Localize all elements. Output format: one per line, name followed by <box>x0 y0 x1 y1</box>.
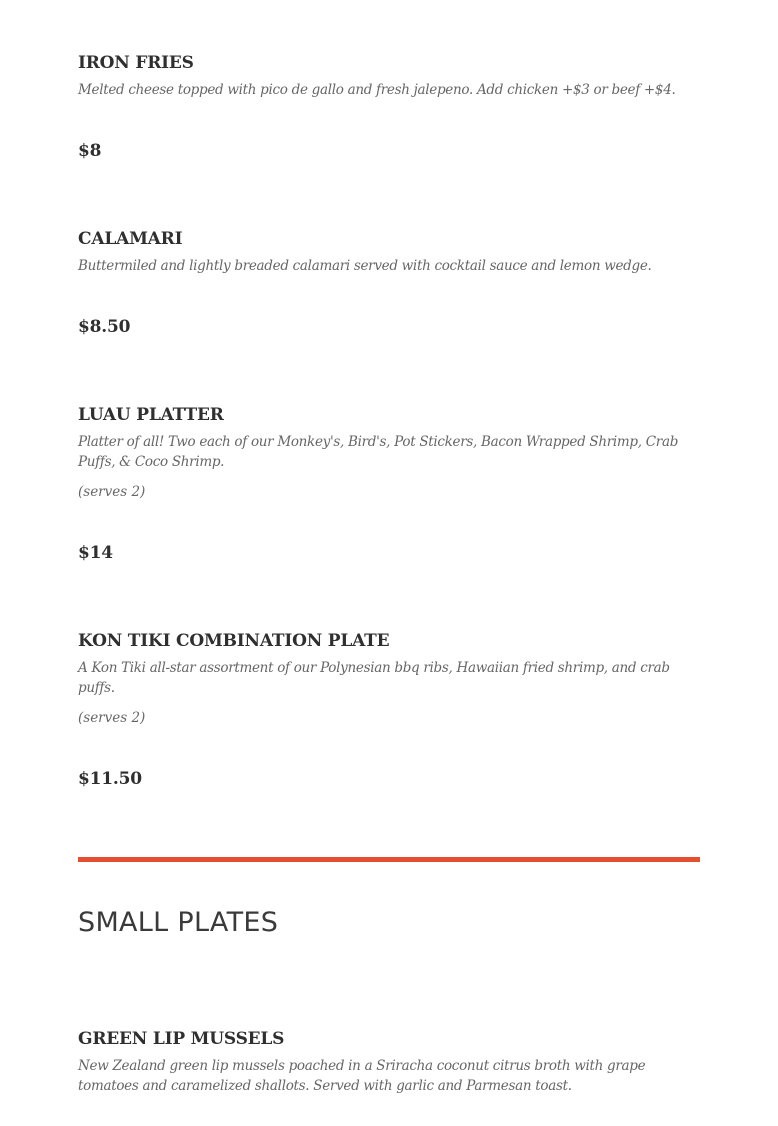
menu-item-kon-tiki-combination-plate <box>78 630 700 728</box>
item-name: GREEN LIP MUSSELS <box>78 1029 285 1049</box>
item-name: CALAMARI <box>78 229 183 249</box>
item-price: $11.50 <box>78 769 142 789</box>
menu-item-calamari <box>78 228 700 276</box>
item-price: $14 <box>78 543 113 563</box>
menu-item-green-lip-mussels <box>78 1028 700 1096</box>
item-description: New Zealand green lip mussels poached in a Sriracha coconut citrus broth with grape tomatoes and caramelized shallots. Served with garlic and Parmesan toast. <box>78 1058 646 1094</box>
item-price: $8.50 <box>78 317 131 337</box>
item-name: LUAU PLATTER <box>78 405 224 425</box>
section-title: SMALL PLATES <box>78 907 279 938</box>
item-description: Platter of all! Two each of our Monkey's, Bird's, Pot Stickers, Bacon Wrapped Shrimp, Crab Puffs, & Coco Shrimp. <box>78 434 679 470</box>
item-name: KON TIKI COMBINATION PLATE <box>78 631 390 651</box>
section-divider <box>78 857 700 862</box>
item-description: A Kon Tiki all-star assortment of our Polynesian bbq ribs, Hawaiian fried shrimp, and crab puffs. <box>78 660 670 696</box>
item-serving-note: (serves 2) <box>78 484 146 500</box>
item-description: Buttermiled and lightly breaded calamari served with cocktail sauce and lemon wedge. <box>78 258 652 274</box>
item-description: Melted cheese topped with pico de gallo and fresh jalepeno. Add chicken +$3 or beef +$4. <box>78 82 676 98</box>
item-name: IRON FRIES <box>78 53 194 73</box>
menu-item-iron-fries <box>78 52 700 100</box>
menu-item-luau-platter <box>78 404 700 502</box>
item-serving-note: (serves 2) <box>78 710 146 726</box>
item-price: $8 <box>78 141 102 161</box>
